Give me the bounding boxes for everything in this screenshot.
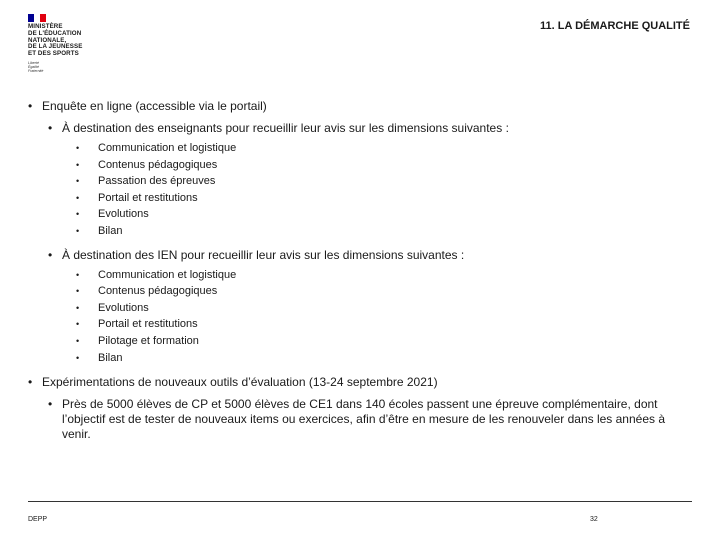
dimension-item: • Portail et restitutions	[76, 316, 693, 333]
dimension-item: • Pilotage et formation	[76, 333, 693, 350]
dimension-item: • Passation des épreuves	[76, 173, 693, 190]
french-flag-icon	[28, 14, 46, 22]
bullet-experimentations	[28, 374, 693, 442]
sub-bullet-list	[48, 397, 693, 442]
dimension-item: • Portail et restitutions	[76, 190, 693, 207]
section-title: 11. LA DÉMARCHE QUALITÉ	[540, 20, 690, 32]
ministry-logo	[28, 14, 108, 74]
bullet-online-survey	[28, 98, 693, 366]
dimension-list-teachers	[76, 140, 693, 240]
dimension-item: • Evolutions	[76, 300, 693, 317]
sub-bullet-teachers	[48, 121, 693, 240]
footer-divider	[28, 501, 692, 502]
dimension-item: • Bilan	[76, 223, 693, 240]
sub-bullet-text: À destination des enseignants pour recueillir leur avis sur les dimensions suivantes :	[62, 121, 509, 135]
sub-bullet-text: Près de 5000 élèves de CP et 5000 élèves de CE1 dans 140 écoles passent une épreuve complémentaire, dont l’objectif est de tester de nouveaux items ou exercices, afin d’être en mesure de les renouveler dans les années à venir.	[62, 397, 666, 442]
dimension-list-ien	[76, 267, 693, 367]
footer-org: DEPP	[28, 516, 48, 523]
dimension-item: • Evolutions	[76, 206, 693, 223]
ministry-name: MINISTÈRE DE L'ÉDUCATION NATIONALE, DE LA JEUNESSE ET DES SPORTS	[28, 23, 83, 58]
dimension-item: • Contenus pédagogiques	[76, 283, 693, 300]
sub-bullet-experiment-details	[48, 397, 693, 442]
flag-red	[40, 14, 46, 22]
dimension-item: • Contenus pédagogiques	[76, 157, 693, 174]
slide-content	[28, 98, 693, 442]
bullet-text: • Enquête en ligne (accessible via le portail)	[42, 99, 267, 113]
sub-bullet-text: À destination des IEN pour recueillir leur avis sur les dimensions suivantes :	[62, 247, 465, 262]
page-number: 32	[590, 516, 598, 523]
dimension-item: • Bilan	[76, 350, 693, 367]
sub-bullet-ien	[48, 248, 693, 367]
dimension-item: • Communication et logistique	[76, 267, 693, 284]
bullet-text: • Expérimentations de nouveaux outils d’évaluation (13-24 septembre 2021)	[42, 375, 438, 390]
dimension-item: • Communication et logistique	[76, 140, 693, 157]
main-bullet-list	[28, 98, 693, 442]
sub-bullet-list	[48, 121, 693, 366]
republic-motto: Liberté Égalité Fraternité	[28, 60, 44, 74]
